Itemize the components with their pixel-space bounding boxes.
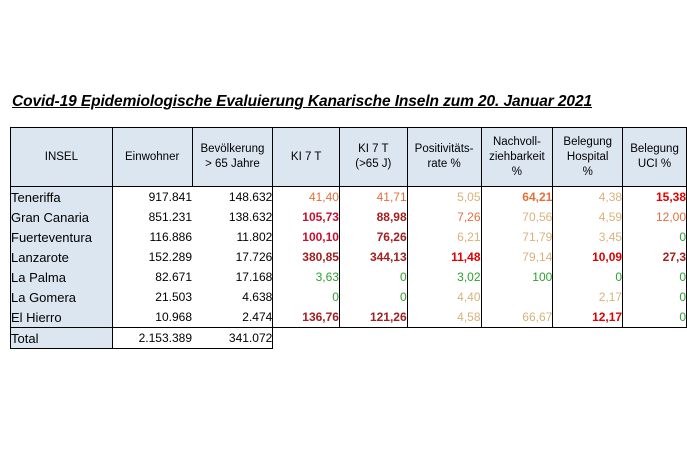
ki7-cell: 41,40 xyxy=(273,187,340,208)
hosp-cell: 10,09 xyxy=(553,247,623,267)
header-row xyxy=(11,128,687,187)
bev65-cell: 17.726 xyxy=(192,247,273,267)
hosp-cell: 4,59 xyxy=(553,207,623,227)
hosp-cell: 2,17 xyxy=(553,287,623,307)
einwohner-cell: 116.886 xyxy=(149,230,192,244)
nach-cell: 79,14 xyxy=(481,247,553,267)
ki7-cell: 380,85 xyxy=(273,247,340,267)
hosp-cell: 0 xyxy=(553,267,623,287)
ki7-65-cell: 0 xyxy=(339,267,407,287)
ki7-65-cell: 344,13 xyxy=(339,247,407,267)
table-row xyxy=(11,287,687,307)
insel-name: Lanzarote xyxy=(11,247,113,267)
insel-name: La Palma xyxy=(11,267,113,287)
pos-cell: 11,48 xyxy=(407,247,481,267)
ki7-65-cell: 76,26 xyxy=(339,227,407,247)
ki7-65-cell: 41,71 xyxy=(339,187,407,208)
bev65-cell: 4.638 xyxy=(192,287,273,307)
insel-name: Teneriffa xyxy=(11,187,113,208)
bev65-cell: 11.802 xyxy=(192,227,273,247)
insel-name: La Gomera xyxy=(11,287,113,307)
ki7-cell: 136,76 xyxy=(273,307,340,328)
einwohner-cell: 152.289 xyxy=(148,250,192,264)
nach-cell xyxy=(481,287,553,307)
bev65-cell: 17.168 xyxy=(192,267,273,287)
ki7-cell: 3,63 xyxy=(273,267,340,287)
uci-cell: 15,38 xyxy=(623,187,687,208)
ki7-65-cell: 0 xyxy=(339,287,407,307)
bev65-cell: 138.632 xyxy=(192,207,273,227)
table-row xyxy=(11,207,687,227)
ki7-65-cell: 88,98 xyxy=(339,207,407,227)
header-positivitaetsrate: Positivitäts- rate % xyxy=(407,128,481,187)
uci-cell: 27,3 xyxy=(623,247,687,267)
nach-cell: 100 xyxy=(481,267,553,287)
table-row xyxy=(11,307,687,328)
bev65-cell: 148.632 xyxy=(192,187,273,208)
hosp-cell: 3,45 xyxy=(553,227,623,247)
pos-cell: 4,58 xyxy=(407,307,481,328)
page-title: Covid-19 Epidemiologische Evaluierung Kanarische Inseln zum 20. Januar 2021 xyxy=(12,93,592,110)
bev65-cell: 2.474 xyxy=(192,307,273,328)
table-body xyxy=(11,187,687,349)
uci-cell: 0 xyxy=(623,267,687,287)
pos-cell: 7,26 xyxy=(407,207,481,227)
header-bevoelkerung-65: Bevölkerung > 65 Jahre xyxy=(192,128,273,187)
einwohner-cell: 10.968 xyxy=(112,307,192,328)
einwohner-cell: 82.671 xyxy=(155,270,192,284)
pos-cell: 5,05 xyxy=(407,187,481,208)
table-row xyxy=(11,227,687,247)
header-insel: INSEL xyxy=(11,128,113,187)
nach-cell: 70,56 xyxy=(481,207,553,227)
einwohner-cell: 851.231 xyxy=(148,210,192,224)
insel-name: El Hierro xyxy=(11,307,113,328)
insel-name: Gran Canaria xyxy=(11,207,113,227)
ki7-cell: 100,10 xyxy=(273,227,340,247)
table-row xyxy=(11,267,687,287)
pos-cell: 4,40 xyxy=(407,287,481,307)
total-row xyxy=(11,328,687,349)
pos-cell: 3,02 xyxy=(407,267,481,287)
einwohner-cell: 21.503 xyxy=(155,290,192,304)
uci-cell: 12,00 xyxy=(623,207,687,227)
table-row xyxy=(11,187,687,208)
insel-name: Fuerteventura xyxy=(11,227,113,247)
covid-evaluation-table xyxy=(10,127,687,349)
total-label: Total xyxy=(11,328,113,349)
table-row xyxy=(11,247,687,267)
header-ki-7t: KI 7 T xyxy=(273,128,340,187)
nach-cell: 64,21 xyxy=(481,187,553,208)
uci-cell: 0 xyxy=(623,287,687,307)
total-bev65: 341.072 xyxy=(192,328,273,349)
einwohner-cell: 917.841 xyxy=(148,190,192,204)
header-belegung-hospital: Belegung Hospital % xyxy=(553,128,623,187)
nach-cell: 66,67 xyxy=(481,307,553,328)
ki7-cell: 0 xyxy=(273,287,340,307)
uci-cell: 0 xyxy=(623,227,687,247)
hosp-cell: 12,17 xyxy=(553,307,623,328)
header-belegung-uci: Belegung UCI % xyxy=(623,128,687,187)
hosp-cell: 4,38 xyxy=(553,187,623,208)
total-einwohner: 2.153.389 xyxy=(112,328,192,349)
pos-cell: 6,21 xyxy=(407,227,481,247)
header-ki-7t-65: KI 7 T (>65 J) xyxy=(339,128,407,187)
nach-cell: 71,79 xyxy=(481,227,553,247)
ki7-cell: 105,73 xyxy=(273,207,340,227)
ki7-65-cell: 121,26 xyxy=(339,307,407,328)
uci-cell: 0 xyxy=(623,307,687,328)
header-einwohner: Einwohner xyxy=(112,128,192,187)
header-nachvollziehbarkeit: Nachvoll- ziehbarkeit % xyxy=(481,128,553,187)
